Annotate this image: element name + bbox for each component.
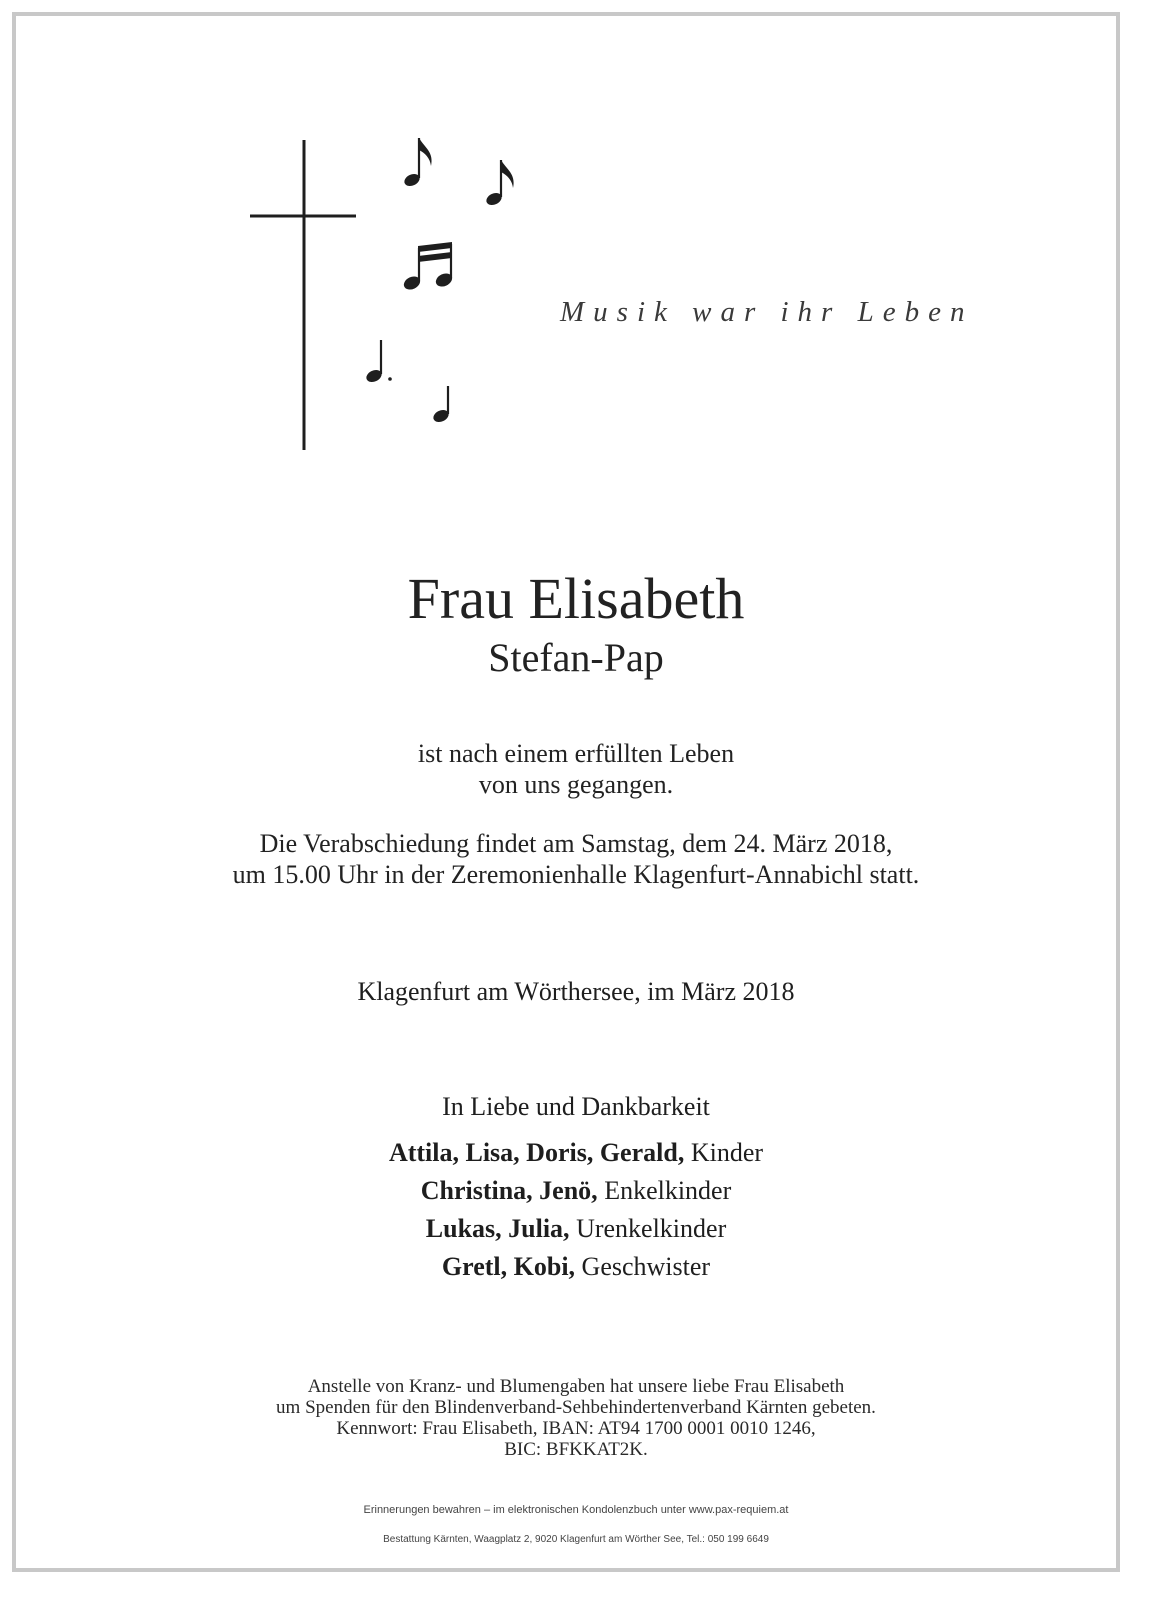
mourner-names: Gretl, Kobi, [441,1252,576,1281]
motto: Musik war ihr Leben [560,296,974,328]
mourner-relation: Enkelkinder [604,1176,732,1205]
mourner-names: Christina, Jenö, [420,1176,598,1205]
donation-line: BIC: BFKKAT2K. [504,1439,648,1460]
donation-notice [0,1376,1152,1460]
mourner-relation: Urenkelkinder [576,1214,727,1243]
mourner-relation: Kinder [690,1138,764,1167]
deceased-last-name: Stefan-Pap [488,635,664,680]
intro-line: von uns gegangen. [478,770,674,799]
place-date: Klagenfurt am Wörthersee, im März 2018 [357,977,795,1006]
donation-line: um Spenden für den Blindenverband-Sehbehindertenverband Kärnten gebeten. [276,1397,876,1418]
intro-line: ist nach einem erfüllten Leben [417,739,735,768]
quarter-note-icon [431,386,450,424]
header-artwork [0,0,1152,480]
mourner-names: Attila, Lisa, Doris, Gerald, [388,1138,685,1167]
mourner-relation: Geschwister [581,1252,711,1281]
beamed-sixteenth-notes-icon [402,242,454,292]
mourner-group [0,1172,1152,1210]
donation-line: Anstelle von Kranz- und Blumengaben hat unsere liebe Frau Elisabeth [307,1376,845,1397]
mourner-group [0,1248,1152,1286]
ceremony-text [0,828,1152,890]
cross-icon [250,140,356,450]
eighth-note-icon [484,160,513,207]
funeral-home-address: Bestattung Kärnten, Waagplatz 2, 9020 Klagenfurt am Wörther See, Tel.: 050 199 6649 [383,1534,769,1545]
intro-text [0,738,1152,800]
dotted-quarter-note-icon [364,340,391,384]
ceremony-line: um 15.00 Uhr in der Zeremonienhalle Klagenfurt-Annabichl statt. [232,860,920,889]
mourner-group [0,1210,1152,1248]
eighth-note-icon [402,138,431,188]
mourners-header: In Liebe und Dankbarkeit [442,1092,710,1121]
mourners-list [0,1134,1152,1286]
mourner-group [0,1134,1152,1172]
donation-line: Kennwort: Frau Elisabeth, IBAN: AT94 1700 0001 0010 1246, [336,1418,816,1439]
condolence-book-note: Erinnerungen bewahren – im elektronischen Kondolenzbuch unter www.pax-requiem.at [363,1504,789,1516]
ceremony-line: Die Verabschiedung findet am Samstag, dem 24. März 2018, [259,829,893,858]
mourner-names: Lukas, Julia, [425,1214,570,1243]
deceased-first-name: Frau Elisabeth [407,566,745,631]
